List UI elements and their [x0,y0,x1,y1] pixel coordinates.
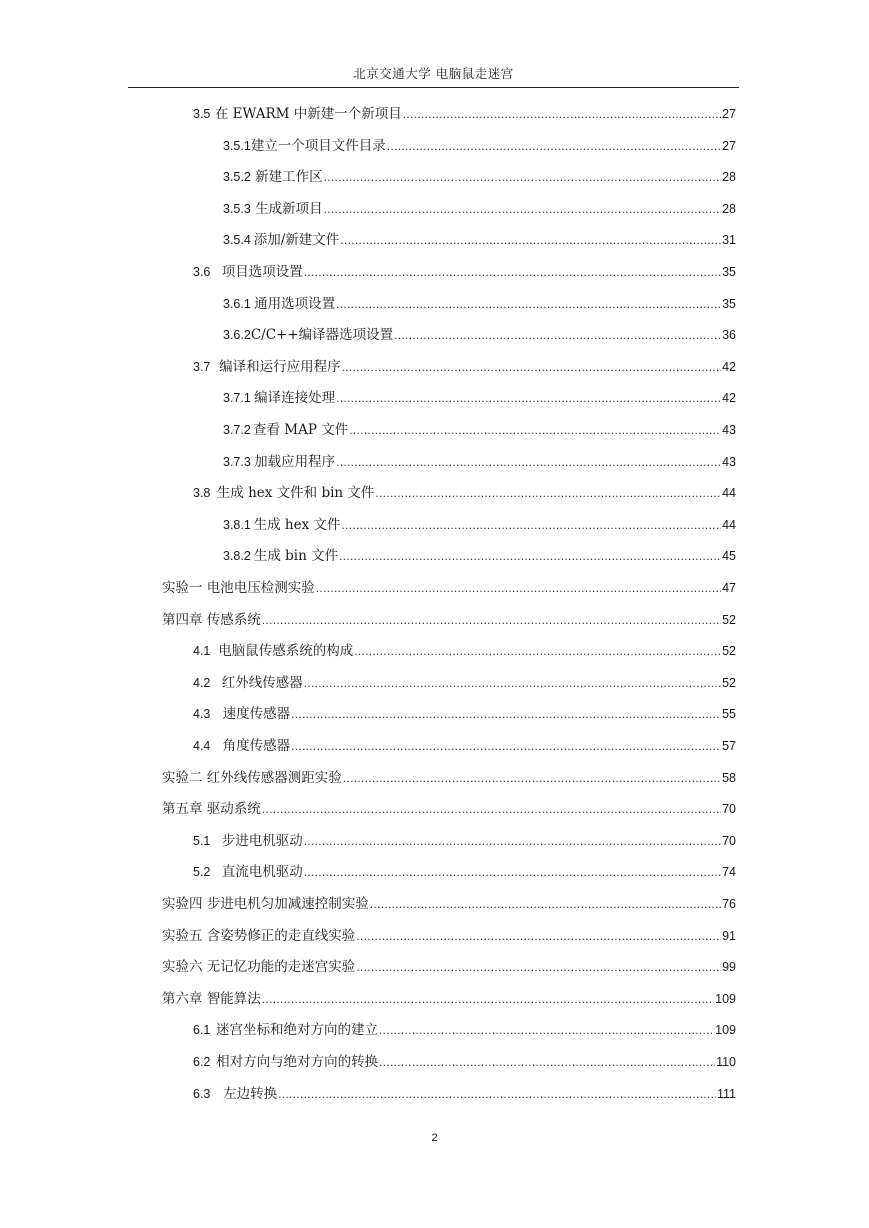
toc-entry-title: 新建工作区 [255,169,323,185]
toc-entry-number: 3.5.4 [223,233,251,247]
toc-entry-page: 70 [722,802,736,816]
toc-entry-number: 3.5.3 [223,202,251,216]
toc-entry[interactable] [162,609,736,631]
toc-entry-page: 109 [715,992,736,1006]
toc-entry[interactable] [193,861,736,883]
toc-entry-page: 36 [722,328,736,342]
toc-entry-page: 31 [722,233,736,247]
toc-entry-page: 27 [722,139,736,153]
toc-entry-page: 110 [716,1055,736,1069]
toc-entry-number: 4.1 [193,644,211,658]
toc-entry-title: 查看 MAP 文件 [253,422,349,438]
toc-entry-title: 步进电机驱动 [221,833,303,849]
toc-entry-number: 5.2 [193,865,211,879]
toc-entry-page: 45 [722,549,736,563]
toc-dot-leader [262,798,721,820]
toc-entry-title: 电脑鼠传感系统的构成 [218,643,354,659]
toc-entry[interactable] [162,893,736,915]
toc-entry-number: 3.8.2 [223,549,251,563]
toc-entry-title: 通用选项设置 [254,296,336,312]
toc-entry-number: 3.6 [193,265,211,279]
toc-entry[interactable] [223,451,736,473]
toc-entry-number: 4.4 [193,739,211,753]
toc-entry-page: 99 [722,960,736,974]
toc-entry-page: 27 [722,107,736,121]
toc-dot-leader [291,703,721,725]
toc-entry-title: 生成 hex 文件和 bin 文件 [216,485,375,501]
toc-entry-page: 42 [722,360,736,374]
toc-entry-title: 实验五 含姿势修正的走直线实验 [162,928,356,944]
toc-entry[interactable] [162,956,736,978]
toc-entry-page: 44 [722,486,736,500]
toc-entry-number: 4.2 [193,676,211,690]
toc-dot-leader [370,893,721,915]
header-divider [128,87,739,88]
toc-entry[interactable] [193,830,736,852]
toc-entry-number: 3.7.2 [223,423,251,437]
toc-entry[interactable] [162,988,736,1010]
toc-dot-leader [339,545,721,567]
toc-entry[interactable] [223,514,736,536]
toc-entry-title: 实验二 红外线传感器测距实验 [162,770,342,786]
toc-entry[interactable] [193,482,736,504]
toc-entry-number: 6.3 [193,1087,211,1101]
toc-entry-title: 左边转换 [223,1086,278,1102]
toc-dot-leader [354,640,721,662]
toc-entry-title: 实验六 无记忆功能的走迷宫实验 [162,959,356,975]
toc-entry-number: 3.6.1 [223,297,251,311]
toc-entry-number: 5.1 [193,834,211,848]
toc-entry-number: 4.3 [193,707,211,721]
toc-entry-title: 生成新项目 [255,201,323,217]
toc-entry-number: 6.2 [193,1055,211,1069]
toc-entry-number: 3.5.1 [223,139,251,153]
toc-entry-title: 实验四 步进电机匀加减速控制实验 [162,896,369,912]
toc-entry[interactable] [162,925,736,947]
toc-entry[interactable] [223,545,736,567]
toc-dot-leader [342,356,721,378]
toc-entry-number: 3.6.2 [223,328,251,342]
toc-dot-leader [336,293,721,315]
toc-entry-page: 111 [716,1087,736,1101]
toc-entry[interactable] [223,135,736,157]
toc-entry[interactable] [223,229,736,251]
toc-entry-page: 35 [722,297,736,311]
toc-entry-page: 70 [722,834,736,848]
toc-entry-page: 109 [715,1023,736,1037]
toc-dot-leader [343,767,721,789]
toc-entry-page: 28 [722,202,736,216]
toc-entry-title: 第五章 驱动系统 [162,801,261,817]
toc-dot-leader [291,735,721,757]
toc-entry-title: 第六章 智能算法 [162,991,261,1007]
toc-entry-page: 42 [722,391,736,405]
toc-dot-leader [349,419,721,441]
toc-dot-leader [340,229,721,251]
toc-dot-leader [316,577,721,599]
toc-dot-leader [304,861,721,883]
toc-entry-page: 76 [722,897,736,911]
toc-entry-title: 添加/新建文件 [253,232,340,248]
toc-entry-number: 3.5 [193,107,211,121]
toc-entry-number: 3.8.1 [223,518,251,532]
toc-entry-title: 角度传感器 [222,738,291,754]
toc-entry-title: 项目选项设置 [221,264,303,280]
toc-entry-number: 3.7 [193,360,211,374]
toc-entry[interactable] [162,798,736,820]
toc-entry-title: 在 EWARM 中新建一个新项目 [214,106,402,122]
toc-entry-page: 91 [722,929,736,943]
running-header: 北京交通大学 电脑鼠走迷宫 [353,66,514,81]
toc-entry[interactable] [193,735,736,757]
toc-dot-leader [387,135,721,157]
toc-dot-leader [336,387,721,409]
toc-entry-page: 74 [722,865,736,879]
toc-entry[interactable] [193,703,736,725]
toc-entry-title: 生成 hex 文件 [253,517,341,533]
toc-entry-page: 28 [722,170,736,184]
toc-entry-title: 第四章 传感系统 [162,612,261,628]
toc-entry[interactable] [193,672,736,694]
toc-entry[interactable] [193,1051,736,1073]
toc-dot-leader [304,672,721,694]
toc-entry[interactable] [223,419,736,441]
toc-entry[interactable] [193,103,736,125]
toc-entry-page: 58 [722,771,736,785]
toc-entry-number: 3.8 [193,486,211,500]
toc-entry[interactable] [223,166,736,188]
toc-entry[interactable] [162,767,736,789]
toc-entry[interactable] [193,640,736,662]
toc-dot-leader [342,514,722,536]
toc-entry-title: 加载应用程序 [254,454,336,470]
toc-entry-page: 44 [722,518,736,532]
toc-dot-leader [324,166,722,188]
toc-dot-leader [375,482,721,504]
toc-entry-title: 直流电机驱动 [221,864,303,880]
toc-entry-number: 3.5.2 [223,170,251,184]
toc-dot-leader [356,956,721,978]
toc-dot-leader [304,261,721,283]
toc-entry-number: 6.1 [193,1023,211,1037]
toc-entry-title: 速度传感器 [222,706,291,722]
toc-entry-title: 生成 bin 文件 [253,548,339,564]
toc-entry-title: C/C++编译器选项设置 [250,327,394,343]
toc-entry-title: 红外线传感器 [221,675,303,691]
toc-dot-leader [262,609,721,631]
toc-entry-page: 43 [722,455,736,469]
toc-entry-page: 57 [722,739,736,753]
toc-entry[interactable] [193,356,736,378]
toc-dot-leader [394,324,721,346]
toc-entry-page: 52 [722,676,736,690]
toc-entry[interactable] [193,1019,736,1041]
page-number: 2 [431,1132,438,1144]
toc-entry-title: 迷宫坐标和绝对方向的建立 [216,1022,379,1038]
toc-entry-title: 编译和运行应用程序 [219,359,341,375]
toc-entry-title: 编译连接处理 [254,390,336,406]
toc-dot-leader [262,988,714,1010]
toc-entry[interactable] [193,1083,736,1105]
toc-dot-leader [324,198,722,220]
toc-entry-page: 52 [722,613,736,627]
toc-entry[interactable] [223,324,736,346]
toc-entry-page: 43 [722,423,736,437]
toc-dot-leader [336,451,721,473]
toc-entry-page: 35 [722,265,736,279]
toc-entry-number: 3.7.1 [223,391,251,405]
toc-entry[interactable] [223,387,736,409]
toc-entry-number: 3.7.3 [223,455,251,469]
toc-dot-leader [356,925,721,947]
toc-entry[interactable] [162,577,736,599]
toc-entry-title: 相对方向与绝对方向的转换 [216,1054,379,1070]
toc-dot-leader [304,830,721,852]
toc-entry-title: 实验一 电池电压检测实验 [162,580,315,596]
toc-entry[interactable] [223,198,736,220]
toc-dot-leader [379,1051,715,1073]
toc-entry-page: 52 [722,644,736,658]
toc-dot-leader [403,103,721,125]
toc-entry[interactable] [223,293,736,315]
toc-dot-leader [278,1083,716,1105]
toc-entry[interactable] [193,261,736,283]
toc-entry-page: 55 [722,707,736,721]
toc-dot-leader [379,1019,714,1041]
toc-entry-page: 47 [722,581,736,595]
toc-entry-title: 建立一个项目文件目录 [250,138,386,154]
